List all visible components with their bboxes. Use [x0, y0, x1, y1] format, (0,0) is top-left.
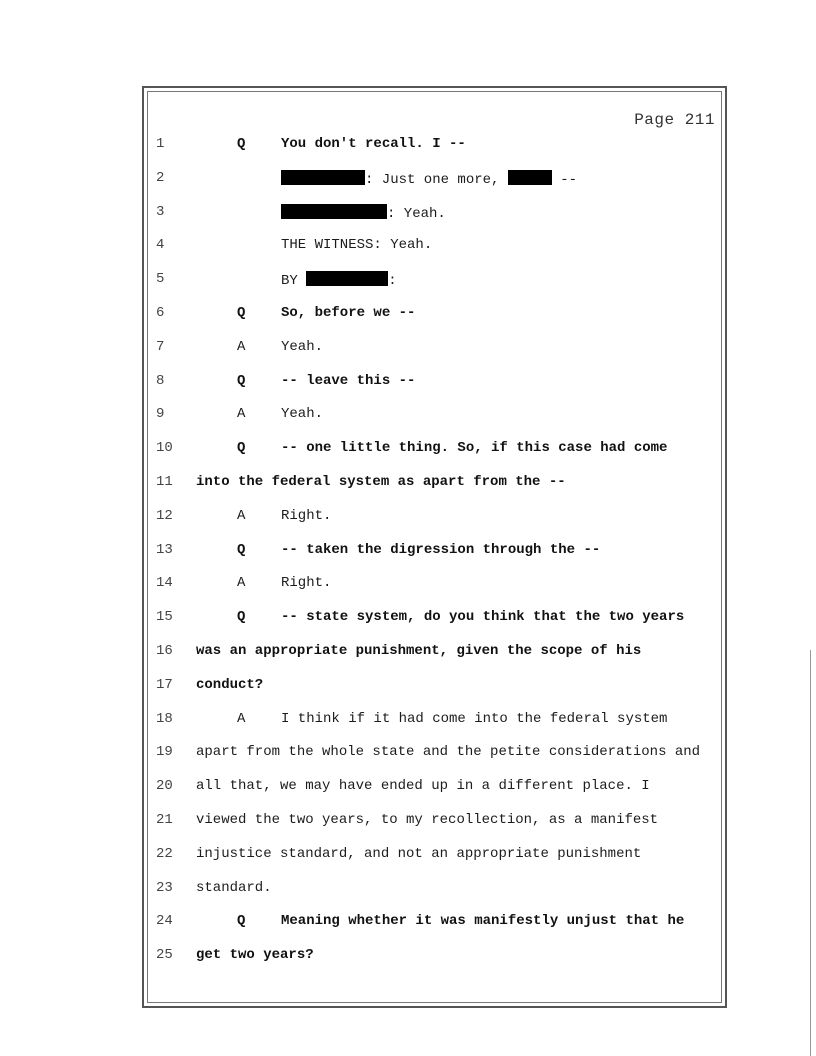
redaction-box — [281, 170, 365, 185]
transcript-line — [0, 880, 816, 902]
line-number: 6 — [156, 305, 165, 321]
line-text: : Yeah. — [281, 204, 446, 222]
question-marker: Q — [237, 913, 246, 930]
line-text: apart from the whole state and the petite considerations and — [196, 744, 701, 761]
line-number: 23 — [156, 879, 173, 896]
transcript-line — [0, 575, 816, 597]
line-number: 22 — [156, 845, 173, 862]
transcript-line — [0, 440, 816, 462]
transcript-line — [0, 744, 816, 766]
line-number: 11 — [156, 474, 173, 490]
answer-marker: A — [237, 507, 246, 524]
question-marker: Q — [237, 305, 246, 321]
question-marker: Q — [237, 136, 246, 152]
transcript-line — [0, 913, 816, 935]
line-text: was an appropriate punishment, given the scope of his — [196, 643, 642, 659]
line-text: I think if it had come into the federal system — [281, 710, 668, 727]
line-number: 10 — [156, 440, 173, 457]
line-text: -- leave this -- — [281, 372, 416, 389]
line-number: 7 — [156, 338, 165, 355]
line-number: 15 — [156, 609, 173, 626]
transcript-line — [0, 305, 816, 327]
transcript-line — [0, 373, 816, 395]
line-text: conduct? — [196, 676, 264, 693]
transcript-line — [0, 846, 816, 868]
transcript-line — [0, 609, 816, 631]
line-number: 12 — [156, 507, 173, 524]
question-marker: Q — [237, 609, 246, 626]
transcript-line — [0, 947, 816, 969]
line-number: 5 — [156, 271, 165, 288]
line-number: 20 — [156, 778, 173, 795]
transcript-line — [0, 406, 816, 428]
line-number: 18 — [156, 710, 173, 727]
transcript-line — [0, 677, 816, 699]
line-number: 16 — [156, 643, 173, 659]
transcript-line — [0, 237, 816, 259]
transcript-line — [0, 136, 816, 158]
line-text: THE WITNESS: Yeah. — [281, 237, 433, 254]
line-text: Yeah. — [281, 406, 324, 423]
question-marker: Q — [237, 440, 246, 457]
line-number: 13 — [156, 541, 173, 558]
redaction-box — [281, 204, 387, 219]
line-text: viewed the two years, to my recollection, as a manifest — [196, 812, 659, 828]
line-text: -- taken the digression through the -- — [281, 541, 601, 558]
transcript-line — [0, 204, 816, 226]
transcript-line — [0, 474, 816, 496]
line-number: 21 — [156, 812, 173, 828]
line-text: You don't recall. I -- — [281, 136, 466, 152]
line-number: 25 — [156, 947, 173, 964]
line-text: into the federal system as apart from the -- — [196, 474, 566, 490]
line-text: get two years? — [196, 947, 314, 964]
line-number: 9 — [156, 406, 165, 423]
line-text: all that, we may have ended up in a different place. I — [196, 778, 650, 795]
line-text: Yeah. — [281, 338, 324, 355]
transcript-line — [0, 339, 816, 361]
line-number: 14 — [156, 575, 173, 592]
page-number: Page 211 — [634, 111, 715, 129]
answer-marker: A — [237, 338, 246, 355]
line-text: -- state system, do you think that the two years — [281, 609, 685, 626]
line-number: 17 — [156, 676, 173, 693]
line-text: So, before we -- — [281, 305, 416, 321]
line-text: standard. — [196, 879, 272, 896]
transcript-line — [0, 812, 816, 834]
line-text: injustice standard, and not an appropriate punishment — [196, 845, 642, 862]
line-number: 3 — [156, 203, 165, 220]
line-text: BY : — [281, 273, 397, 290]
line-number: 24 — [156, 913, 173, 930]
transcript-line — [0, 508, 816, 530]
transcript-line — [0, 778, 816, 800]
transcript-line — [0, 711, 816, 733]
answer-marker: A — [237, 710, 246, 727]
question-marker: Q — [237, 541, 246, 558]
transcript-line — [0, 170, 816, 192]
line-text: -- one little thing. So, if this case had come — [281, 440, 668, 457]
answer-marker: A — [237, 406, 246, 423]
transcript-line — [0, 271, 816, 293]
transcript-line — [0, 643, 816, 665]
redaction-box — [306, 271, 388, 286]
redaction-box — [508, 170, 552, 185]
line-text: Right. — [281, 575, 332, 592]
line-text: Right. — [281, 507, 332, 524]
question-marker: Q — [237, 372, 246, 389]
answer-marker: A — [237, 575, 246, 592]
line-number: 1 — [156, 136, 165, 152]
line-number: 2 — [156, 169, 165, 186]
line-text: Meaning whether it was manifestly unjust that he — [281, 913, 685, 930]
line-number: 4 — [156, 237, 165, 254]
transcript-line — [0, 542, 816, 564]
line-text: : Just one more, -- — [281, 170, 577, 188]
line-number: 19 — [156, 744, 173, 761]
line-number: 8 — [156, 372, 165, 389]
